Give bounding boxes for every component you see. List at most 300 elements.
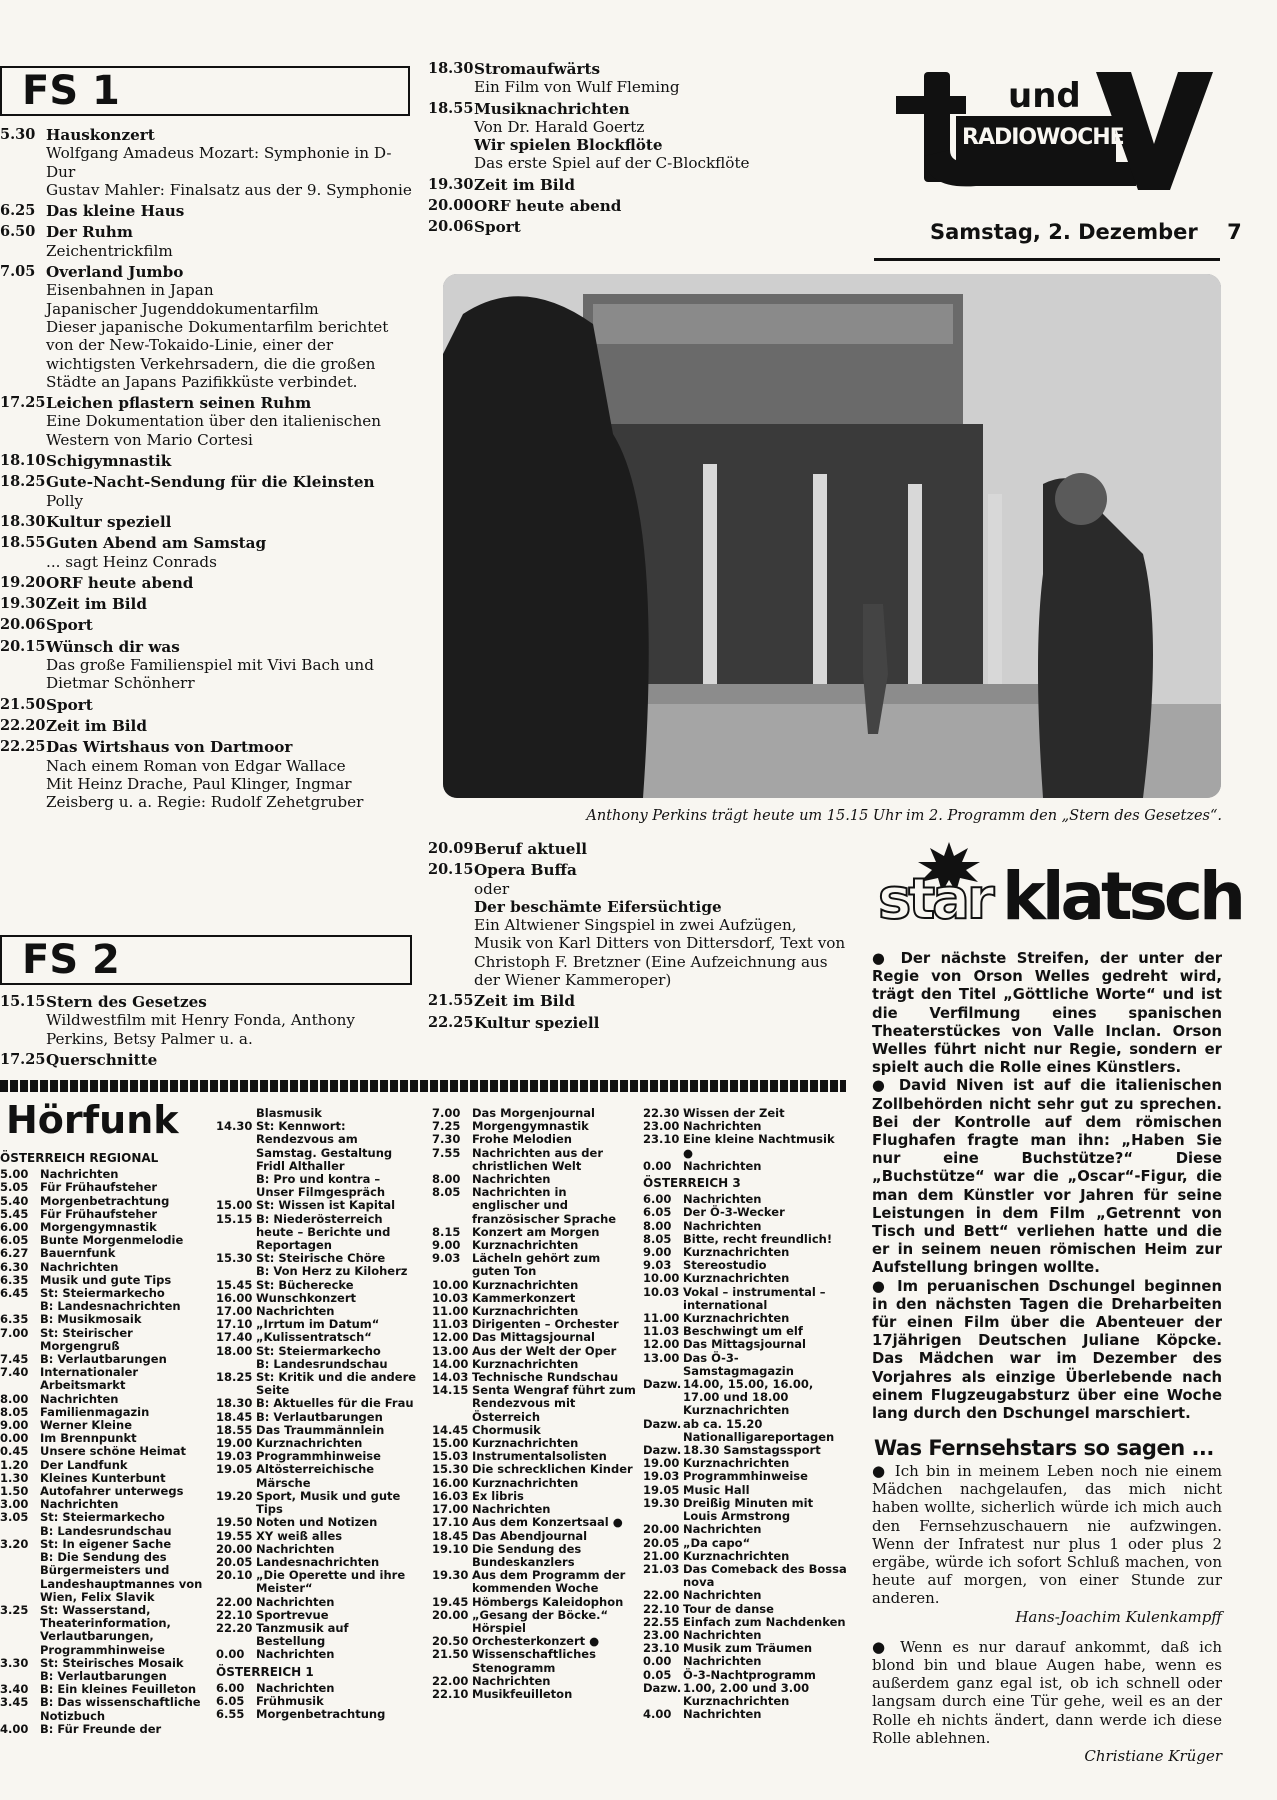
radio-title: „Gesang der Böcke.“ Hörspiel [472, 1607, 609, 1635]
logo-und: und [1008, 76, 1081, 116]
program-body [474, 840, 848, 858]
program-description: Eisenbahnen in Japan [46, 281, 214, 300]
radio-title: Kurznachrichten [472, 1356, 579, 1371]
radio-title: Kurznachrichten [472, 1238, 579, 1253]
program-title: Zeit im Bild [474, 175, 575, 194]
program-title: Wir spielen Blockflöte [474, 136, 663, 155]
program-description: Mit Heinz Drache, Paul Klinger, Ingmar Zeisberg u. a. Regie: Rudolf Zehetgruber [46, 774, 364, 812]
radio-title: „Da capo“ [683, 1535, 751, 1550]
radio-title: Stereostudio [683, 1258, 767, 1273]
radio-time: 19.30 [643, 1495, 680, 1510]
radio-entry [432, 1596, 637, 1609]
gossip-item [872, 950, 1222, 1077]
film-still-photo [443, 274, 1221, 798]
radio-time: 7.00 [0, 1325, 29, 1340]
program-title: Sport [46, 695, 93, 714]
bullet-icon: ● [872, 950, 901, 967]
radio-title: Tanzmusik auf Bestellung [256, 1620, 349, 1649]
radio-time: 22.20 [216, 1620, 253, 1635]
tv-radiowoche-logo [886, 66, 1216, 196]
radio-time: 17.10 [216, 1317, 253, 1332]
radio-time: 3.30 [0, 1655, 29, 1670]
radio-entry [643, 1550, 848, 1563]
program-description: Wolfgang Amadeus Mozart: Symphonie in D-Dur [46, 144, 392, 181]
radio-time [0, 1551, 40, 1604]
program-title: Das kleine Haus [46, 202, 185, 221]
radio-title: Internationaler Arbeitsmarkt [40, 1365, 139, 1393]
program-entry [0, 534, 415, 571]
radio-title: Nachrichten [256, 1304, 335, 1319]
date-text: Samstag, 2. Dezember [930, 220, 1198, 244]
gossip-text: Der nächste Streifen, der unter der Regie von Orson Welles gedreht wird, trägt den Titel „Göttliche Worte“ und ist die Verfilmung eines spanischen Theaterstückes von Valle Inclan. Orson Welles führt nicht nur Regie, sondern er spielt auch die Rolle eines Künstlers. [872, 950, 1222, 1077]
radio-title: 1.00, 2.00 und 3.00 Kurznachrichten [683, 1680, 810, 1708]
radio-time: 14.00 [432, 1356, 469, 1371]
radio-time: 15.45 [216, 1277, 253, 1292]
radio-time: 23.10 [643, 1132, 680, 1147]
radio-title: Wissen der Zeit [683, 1106, 785, 1120]
radio-time: 22.10 [216, 1607, 253, 1622]
radio-entry [0, 1247, 205, 1260]
fs2-title: FS 2 [22, 937, 120, 983]
fs1-program-list [0, 126, 415, 814]
radio-title: Morgenbetrachtung [40, 1193, 170, 1208]
program-title: Kultur speziell [474, 1013, 600, 1032]
radio-title: Frühmusik [256, 1693, 324, 1708]
radio-time: 6.45 [0, 1286, 29, 1301]
program-description: ... sagt Heinz Conrads [46, 552, 217, 571]
radio-title: Das Comeback des Bossa nova [683, 1561, 847, 1590]
hoerfunk-column-3 [432, 1107, 637, 1701]
program-description: Das erste Spiel auf der C-Blockflöte [474, 154, 750, 173]
radio-entry [432, 1384, 637, 1424]
radio-title: Das Traummännlein [256, 1422, 385, 1437]
radio-title: St: Steiermarkecho [40, 1286, 165, 1301]
radio-entry [0, 1366, 205, 1392]
radio-title: Familienmagazin [40, 1404, 150, 1419]
radio-time: 22.00 [432, 1673, 469, 1688]
radio-entry [643, 1484, 848, 1497]
program-title: Der Ruhm [46, 223, 133, 242]
radio-title: B: Ein kleines Feuilleton [40, 1682, 197, 1697]
program-time: 20.09 [428, 840, 474, 857]
radio-time: 6.05 [643, 1205, 672, 1220]
program-title: Zeit im Bild [46, 716, 147, 735]
hoerfunk-column-2 [216, 1107, 421, 1721]
radio-title: Nachrichten [472, 1673, 551, 1688]
program-entry [0, 223, 415, 260]
quote-author: Christiane Krüger [1084, 1747, 1222, 1766]
program-entry [0, 595, 415, 613]
radio-title: Kurznachrichten [683, 1456, 790, 1471]
program-title: Hauskonzert [46, 126, 155, 144]
radio-title: St: Steiermarkecho [256, 1343, 381, 1358]
radio-entry [0, 1551, 205, 1604]
radio-entry [216, 1569, 421, 1595]
radio-entry [432, 1569, 637, 1595]
radio-title: Lächeln gehört zum guten Ton [472, 1251, 601, 1279]
radio-title: Ex libris [472, 1488, 524, 1503]
header-rule [874, 258, 1220, 261]
program-time: 18.55 [0, 534, 46, 552]
radio-time: 14.15 [432, 1383, 469, 1398]
program-time: 20.15 [428, 861, 474, 879]
program-entry [428, 992, 848, 1010]
radio-entry [0, 1459, 205, 1472]
gossip-item [872, 1278, 1222, 1424]
radio-time: 17.00 [432, 1502, 469, 1517]
radio-title: XY weiß alles [256, 1528, 343, 1543]
program-entry [0, 1051, 415, 1069]
radio-entry [643, 1563, 848, 1589]
radio-title: Hömbergs Kaleidophon [472, 1594, 624, 1609]
radio-title: Werner Kleine [40, 1418, 132, 1433]
program-body [46, 696, 415, 714]
radio-time: 23.00 [643, 1119, 680, 1134]
radio-entry [0, 1327, 205, 1353]
radio-time: Dazw. [643, 1443, 682, 1458]
stars-say-quotes [872, 1462, 1222, 1777]
radio-title: Musik zum Träumen [683, 1641, 813, 1656]
radio-title: B: Für Freunde der [40, 1721, 162, 1736]
radio-entry [643, 1272, 848, 1285]
program-title: Guten Abend am Samstag [46, 534, 267, 553]
program-body [46, 394, 415, 449]
radio-entry [216, 1279, 421, 1292]
program-body [46, 993, 415, 1048]
program-title: Overland Jumbo [46, 263, 184, 282]
radio-time: 19.00 [216, 1436, 253, 1451]
radio-time: 8.05 [432, 1185, 461, 1200]
page-number: 7 [1227, 220, 1242, 244]
radio-entry [0, 1511, 205, 1524]
radio-entry [432, 1345, 637, 1358]
radio-entry [643, 1523, 848, 1536]
program-time: 6.50 [0, 223, 36, 241]
radio-entry [0, 1696, 205, 1722]
radio-time: 23.00 [643, 1627, 680, 1642]
program-body [474, 992, 848, 1010]
radio-entry [216, 1199, 421, 1212]
radio-title: St: Steirisches Mosaik [40, 1655, 184, 1670]
program-title: Sport [46, 616, 93, 635]
hoerfunk-column-4 [643, 1107, 848, 1721]
radio-time: 13.00 [643, 1350, 680, 1365]
quote-text [872, 1462, 1222, 1608]
program-time: 20.15 [0, 637, 46, 655]
radio-time: 7.40 [0, 1365, 29, 1380]
program-body [46, 717, 415, 735]
starklatsch-items [872, 950, 1222, 1423]
radio-entry [216, 1120, 421, 1173]
radio-title: Nachrichten [683, 1707, 762, 1722]
radio-time: 3.25 [0, 1602, 29, 1617]
program-body [46, 738, 415, 811]
radio-title: Das Morgenjournal [472, 1106, 595, 1120]
program-time: 17.25 [0, 1050, 46, 1068]
program-entry [0, 616, 415, 634]
radio-time: 20.10 [216, 1568, 253, 1583]
radio-title: Der Landfunk [40, 1457, 128, 1472]
radio-time: 8.15 [432, 1224, 461, 1239]
radio-entry [0, 1181, 205, 1194]
radio-title: Nachrichten [683, 1522, 762, 1537]
radio-time: 19.50 [216, 1515, 253, 1530]
radio-title: Frohe Melodien [472, 1132, 572, 1147]
radio-time: 13.00 [432, 1343, 469, 1358]
radio-time: 19.45 [432, 1594, 469, 1609]
radio-title: Aus dem Programm der kommenden Woche [472, 1568, 626, 1596]
radio-time: 22.10 [643, 1601, 680, 1616]
radio-title: Tour de danse [683, 1601, 774, 1616]
radio-title: Nachrichten [683, 1192, 762, 1207]
radio-time [216, 1265, 256, 1278]
program-title: Das Wirtshaus von Dartmoor [46, 738, 293, 757]
program-time: 18.30 [0, 512, 46, 530]
starklatsch-logo [878, 842, 1242, 938]
radio-time: 20.00 [432, 1607, 469, 1622]
radio-time: 8.00 [0, 1391, 29, 1406]
program-body [474, 60, 838, 97]
section-separator [0, 1080, 846, 1092]
logo-star: star [878, 867, 992, 932]
radio-time: 11.03 [432, 1317, 469, 1332]
program-time: 21.55 [428, 992, 474, 1010]
program-title: Leichen pflastern seinen Ruhm [46, 394, 312, 413]
radio-title: „Irrtum im Datum“ [256, 1317, 380, 1332]
radio-title: Nachrichten [256, 1680, 335, 1695]
program-body [46, 223, 415, 260]
radio-title: B: Landesnachrichten [40, 1299, 181, 1314]
quote-text [872, 1638, 1222, 1747]
program-body [46, 616, 415, 634]
radio-station-heading: ÖSTERREICH REGIONAL [0, 1151, 159, 1165]
program-entry [428, 840, 848, 858]
radio-title: Music Hall [683, 1482, 750, 1497]
radio-title: Orchesterkonzert ● [472, 1634, 600, 1649]
radio-title: Kurznachrichten [256, 1436, 363, 1451]
program-entry [0, 574, 415, 592]
radio-title: Autofahrer unterwegs [40, 1484, 184, 1499]
program-description: Dieser japanische Dokumentarfilm berichtet von der New-Tokaido-Linie, einer der wichtigsten Verkehrsadern, die die großen Städte an Japans Pazifikküste verbindet. [46, 317, 389, 391]
radio-time: 14.45 [432, 1422, 469, 1437]
radio-title: St: Kritik und die andere Seite [256, 1370, 417, 1398]
radio-title: 14.00, 15.00, 16.00, 17.00 und 18.00 Kurznachrichten [683, 1377, 814, 1418]
radio-time: 0.00 [643, 1158, 672, 1173]
radio-title: Nachrichten [683, 1218, 762, 1233]
radio-station-heading: ÖSTERREICH 3 [643, 1176, 741, 1191]
radio-time: 7.00 [432, 1106, 461, 1120]
radio-title: B: Verlautbarungen [40, 1668, 167, 1683]
radio-time: 22.10 [432, 1686, 469, 1701]
radio-time [0, 1525, 40, 1538]
radio-entry [216, 1371, 421, 1397]
radio-time: 18.45 [432, 1528, 469, 1543]
radio-entry [643, 1589, 848, 1602]
program-body [474, 197, 838, 215]
radio-entry [643, 1682, 848, 1708]
radio-entry [432, 1675, 637, 1688]
radio-title: Für Frühaufsteher [40, 1180, 158, 1195]
program-entry [0, 696, 415, 714]
program-body [46, 534, 415, 571]
program-body [46, 1051, 415, 1069]
radio-station-heading: ÖSTERREICH 1 [216, 1664, 314, 1679]
radio-title: Das Abendjournal [472, 1528, 588, 1543]
radio-title: Aus der Welt der Oper [472, 1343, 617, 1358]
radio-time [216, 1173, 256, 1199]
radio-time: 17.40 [216, 1330, 253, 1345]
radio-entry [432, 1688, 637, 1701]
radio-time: 9.00 [432, 1238, 461, 1253]
radio-title: Wunschkonzert [256, 1290, 356, 1305]
program-entry [0, 263, 415, 391]
radio-time: 18.25 [216, 1370, 253, 1385]
radio-entry [643, 1603, 848, 1616]
radio-entry [643, 1160, 848, 1173]
radio-title: B: Verlautbarungen [256, 1409, 383, 1424]
radio-time: 19.05 [216, 1462, 253, 1477]
program-time: 7.05 [0, 263, 36, 281]
radio-title: „Kulissentratsch“ [256, 1330, 372, 1345]
radio-time: 17.10 [432, 1515, 469, 1530]
radio-title: Noten und Notizen [256, 1515, 378, 1530]
radio-title: Nachrichten [683, 1654, 762, 1669]
program-entry [428, 1014, 848, 1032]
program-body [46, 452, 415, 470]
radio-title: Morgenbetrachtung [256, 1707, 386, 1722]
radio-time: 8.00 [643, 1218, 672, 1233]
radio-time: 7.25 [432, 1119, 461, 1134]
program-entry [428, 60, 838, 97]
radio-time: 11.00 [643, 1311, 680, 1326]
logo-radiowoche: RADIOWOCHE [962, 125, 1124, 150]
program-body [46, 638, 415, 693]
program-description: Nach einem Roman von Edgar Wallace [46, 756, 346, 775]
bullet-icon: ● [872, 1277, 898, 1295]
program-title: Der beschämte Eifersüchtige [474, 897, 722, 916]
radio-title: B: Aktuelles für die Frau [256, 1396, 414, 1411]
quote-body: Ich bin in meinem Leben noch nie einem Mädchen nachgelaufen, das mich nicht haben wollte, sicherlich würde ich mich auch den Fernsehzuschauern nie aufzwingen. Wenn der Infratest nur plus 1 oder plus 2 ergäbe, würde ich sofort Schluß machen, von heute auf morgen, von einer Stunde zur anderen. [872, 1462, 1223, 1608]
program-description: Wildwestfilm mit Henry Fonda, Anthony Perkins, Betsy Palmer u. a. [46, 1011, 355, 1048]
radio-entry [643, 1338, 848, 1351]
radio-time: 8.00 [432, 1172, 461, 1187]
radio-entry [0, 1723, 205, 1736]
radio-title: Der Ö-3-Wecker [683, 1205, 785, 1220]
program-entry [428, 100, 838, 173]
radio-time: 19.30 [432, 1568, 469, 1583]
program-title: ORF heute abend [474, 197, 622, 216]
radio-title: Bunte Morgenmelodie [40, 1233, 184, 1248]
radio-time: 3.45 [0, 1695, 29, 1710]
radio-time: 6.00 [216, 1680, 245, 1695]
radio-time: 14.30 [216, 1119, 253, 1134]
radio-entry [216, 1490, 421, 1516]
radio-time: 15.30 [216, 1251, 253, 1266]
program-title: Gute-Nacht-Sendung für die Kleinsten [46, 473, 375, 492]
program-title: Stern des Gesetzes [46, 993, 207, 1011]
radio-time: 7.55 [432, 1145, 461, 1160]
radio-time: 15.00 [216, 1198, 253, 1213]
radio-entry [432, 1331, 637, 1344]
radio-entry [432, 1133, 637, 1146]
program-title: Opera Buffa [474, 861, 577, 880]
radio-time: 16.00 [216, 1290, 253, 1305]
radio-title: B: Verlautbarungen [40, 1352, 167, 1367]
radio-time: 22.00 [216, 1594, 253, 1609]
radio-time: 0.00 [643, 1654, 672, 1669]
radio-time: 3.05 [0, 1510, 29, 1525]
program-time: 18.25 [0, 473, 46, 491]
radio-title: Nachrichten [40, 1391, 119, 1406]
fs2-program-list [0, 993, 415, 1072]
hoerfunk-column-1 [0, 1148, 205, 1736]
radio-entry [216, 1345, 421, 1358]
radio-entry [0, 1525, 205, 1538]
radio-time: 16.00 [432, 1475, 469, 1490]
radio-time: 1.50 [0, 1484, 29, 1499]
radio-time: 5.40 [0, 1193, 29, 1208]
radio-time: 19.10 [432, 1541, 469, 1556]
stars-say-title: Was Fernsehstars so sagen ... [874, 1436, 1214, 1460]
radio-title: Bitte, recht freundlich! [683, 1231, 833, 1246]
program-title: Querschnitte [46, 1050, 158, 1069]
bullet-icon: ● [872, 1637, 901, 1656]
program-entry [0, 993, 415, 1048]
program-body [46, 126, 415, 199]
radio-time: 6.00 [0, 1220, 29, 1235]
radio-title: Die Sendung des Bundeskanzlers [472, 1541, 582, 1569]
radio-title: St: In eigener Sache [40, 1536, 172, 1551]
radio-entry [216, 1331, 421, 1344]
fs2-program-list-continued [428, 840, 848, 1035]
radio-time: 19.55 [216, 1528, 253, 1543]
radio-title: B: Musikmosaik [40, 1312, 142, 1327]
radio-time: 12.00 [432, 1330, 469, 1345]
program-body [46, 263, 415, 391]
radio-title: Nachrichten aus der christlichen Welt [472, 1145, 603, 1173]
radio-title: St: Wissen ist Kapital [256, 1198, 396, 1213]
radio-entry [0, 1313, 205, 1326]
radio-title: Nachrichten [40, 1497, 119, 1512]
gossip-text: Im peruanischen Dschungel beginnen in den nächsten Tagen die Dreharbeiten für einen Film über die Abenteuer der 17jährigen Deutschen Juliane Köpcke. Das Mädchen war im Dezember des Vorjahres als einzige Überlebende nach einem Flugzeugabsturz über eine Woche lang durch den Dschungel marschiert. [872, 1277, 1222, 1423]
radio-title: Sportrevue [256, 1607, 329, 1622]
radio-time: 6.00 [643, 1192, 672, 1207]
radio-time: 8.05 [0, 1404, 29, 1419]
radio-entry [216, 1530, 421, 1543]
radio-title: St: Kennwort: Rendezvous am Samstag. Gestaltung Fridl Althaller [256, 1119, 393, 1173]
radio-title: Technische Rundschau [472, 1370, 619, 1385]
program-description: Japanischer Jugenddokumentarfilm [46, 299, 319, 318]
radio-title: ab ca. 15.20 Nationalligareportagen [683, 1416, 835, 1444]
radio-time: 11.03 [643, 1324, 680, 1339]
radio-entry [0, 1261, 205, 1274]
program-description: Ein Film von Wulf Fleming [474, 78, 680, 97]
program-description: oder [474, 879, 510, 898]
program-body [474, 176, 838, 194]
radio-title: Dreißig Minuten mit Louis Armstrong [683, 1495, 814, 1524]
radio-time: 20.50 [432, 1634, 469, 1649]
program-title: Zeit im Bild [474, 992, 575, 1011]
program-description: Zeichentrickfilm [46, 241, 173, 260]
radio-title: Blasmusik [256, 1106, 322, 1120]
western-scene-image [443, 274, 1221, 798]
radio-time: 0.05 [643, 1667, 672, 1682]
radio-time: 20.05 [643, 1535, 680, 1550]
radio-time: 11.00 [432, 1304, 469, 1319]
radio-entry [0, 1393, 205, 1406]
radio-time: 6.55 [216, 1707, 245, 1722]
radio-entry [643, 1616, 848, 1629]
